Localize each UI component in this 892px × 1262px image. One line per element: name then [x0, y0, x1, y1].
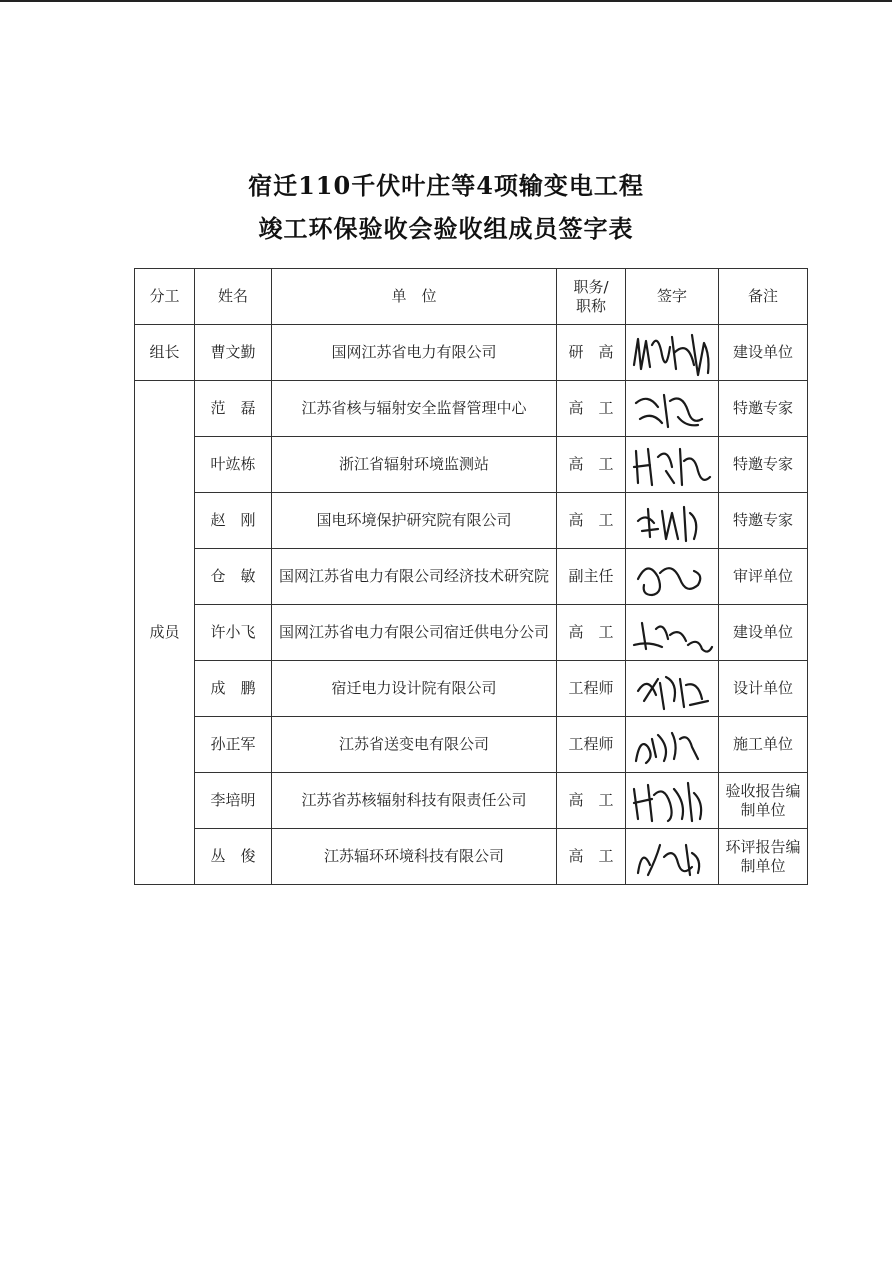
signature-stroke: [634, 449, 710, 485]
member-unit: 江苏省苏核辐射科技有限责任公司: [272, 773, 557, 829]
header-note: 备注: [719, 269, 808, 325]
signature-stroke: [638, 507, 696, 541]
handwritten-signature: [628, 381, 716, 436]
document-title-line1: 宿迁110千伏叶庄等4项输变电工程: [248, 171, 644, 200]
signature-stroke: [638, 677, 708, 709]
member-name: 李培明: [195, 773, 272, 829]
table-row: [135, 493, 808, 549]
member-note: 环评报告编制单位: [719, 829, 808, 885]
member-name: 许小飞: [195, 605, 272, 661]
member-unit: 浙江省辐射环境监测站: [272, 437, 557, 493]
member-note: 审评单位: [719, 549, 808, 605]
member-unit: 宿迁电力设计院有限公司: [272, 661, 557, 717]
table-row: [135, 661, 808, 717]
role-member-cell: 成员: [135, 381, 195, 885]
signature-cell: [626, 717, 719, 773]
handwritten-signature: [628, 773, 716, 828]
handwritten-signature: [628, 549, 716, 604]
member-unit: 江苏辐环环境科技有限公司: [272, 829, 557, 885]
table-row: [135, 381, 808, 437]
member-position: 工程师: [557, 717, 626, 773]
member-name: 曹文勤: [195, 325, 272, 381]
header-unit: 单 位: [272, 269, 557, 325]
signature-cell: [626, 605, 719, 661]
header-name: 姓名: [195, 269, 272, 325]
signature-stroke: [634, 335, 709, 375]
signature-stroke: [634, 783, 701, 821]
member-note: 建设单位: [719, 325, 808, 381]
member-name: 赵 刚: [195, 493, 272, 549]
table-row: [135, 829, 808, 885]
member-position: 工程师: [557, 661, 626, 717]
member-unit: 江苏省送变电有限公司: [272, 717, 557, 773]
member-unit: 国电环境保护研究院有限公司: [272, 493, 557, 549]
member-name: 叶竑栋: [195, 437, 272, 493]
document-title-line2: 竣工环保验收会验收组成员签字表: [258, 214, 634, 243]
header-role: 分工: [135, 269, 195, 325]
signature-cell: [626, 661, 719, 717]
signature-cell: [626, 381, 719, 437]
member-unit: 国网江苏省电力有限公司宿迁供电分公司: [272, 605, 557, 661]
member-name: 范 磊: [195, 381, 272, 437]
signature-stroke: [636, 733, 698, 763]
handwritten-signature: [628, 437, 716, 492]
table-row: [135, 437, 808, 493]
signature-stroke: [634, 623, 712, 652]
member-note: 验收报告编制单位: [719, 773, 808, 829]
member-unit: 江苏省核与辐射安全监督管理中心: [272, 381, 557, 437]
member-unit: 国网江苏省电力有限公司: [272, 325, 557, 381]
table-header-row: [135, 269, 808, 325]
signature-table: [134, 268, 808, 885]
member-position: 高 工: [557, 381, 626, 437]
member-note: 施工单位: [719, 717, 808, 773]
signature-stroke: [636, 395, 702, 427]
member-position: 高 工: [557, 605, 626, 661]
table-row: [135, 325, 808, 381]
member-position: 高 工: [557, 829, 626, 885]
handwritten-signature: [628, 605, 716, 660]
top-border-line: [0, 0, 892, 2]
signature-stroke: [638, 568, 700, 595]
header-signature: 签字: [626, 269, 719, 325]
member-position: 副主任: [557, 549, 626, 605]
member-note: 特邀专家: [719, 381, 808, 437]
member-name: 孙正军: [195, 717, 272, 773]
member-unit: 国网江苏省电力有限公司经济技术研究院: [272, 549, 557, 605]
header-position: [557, 269, 626, 325]
role-leader-cell: 组长: [135, 325, 195, 381]
member-name: 仓 敏: [195, 549, 272, 605]
member-note: 建设单位: [719, 605, 808, 661]
member-name: 丛 俊: [195, 829, 272, 885]
signature-cell: [626, 493, 719, 549]
signature-cell: [626, 325, 719, 381]
handwritten-signature: [628, 717, 716, 772]
member-position: 高 工: [557, 773, 626, 829]
signature-cell: [626, 773, 719, 829]
member-position: 高 工: [557, 437, 626, 493]
member-position: 研 高: [557, 325, 626, 381]
table-row: [135, 773, 808, 829]
signature-cell: [626, 437, 719, 493]
handwritten-signature: [628, 493, 716, 548]
header-position-line2: 职称: [575, 296, 606, 315]
table-row: [135, 549, 808, 605]
table-row: [135, 605, 808, 661]
signature-stroke: [638, 845, 699, 875]
header-position-line1: 职务/: [573, 277, 609, 296]
handwritten-signature: [628, 325, 716, 380]
member-name: 成 鹏: [195, 661, 272, 717]
signature-cell: [626, 549, 719, 605]
handwritten-signature: [628, 829, 716, 884]
member-note: 特邀专家: [719, 493, 808, 549]
member-note: 特邀专家: [719, 437, 808, 493]
member-note: 设计单位: [719, 661, 808, 717]
member-position: 高 工: [557, 493, 626, 549]
handwritten-signature: [628, 661, 716, 716]
table-row: [135, 717, 808, 773]
signature-cell: [626, 829, 719, 885]
